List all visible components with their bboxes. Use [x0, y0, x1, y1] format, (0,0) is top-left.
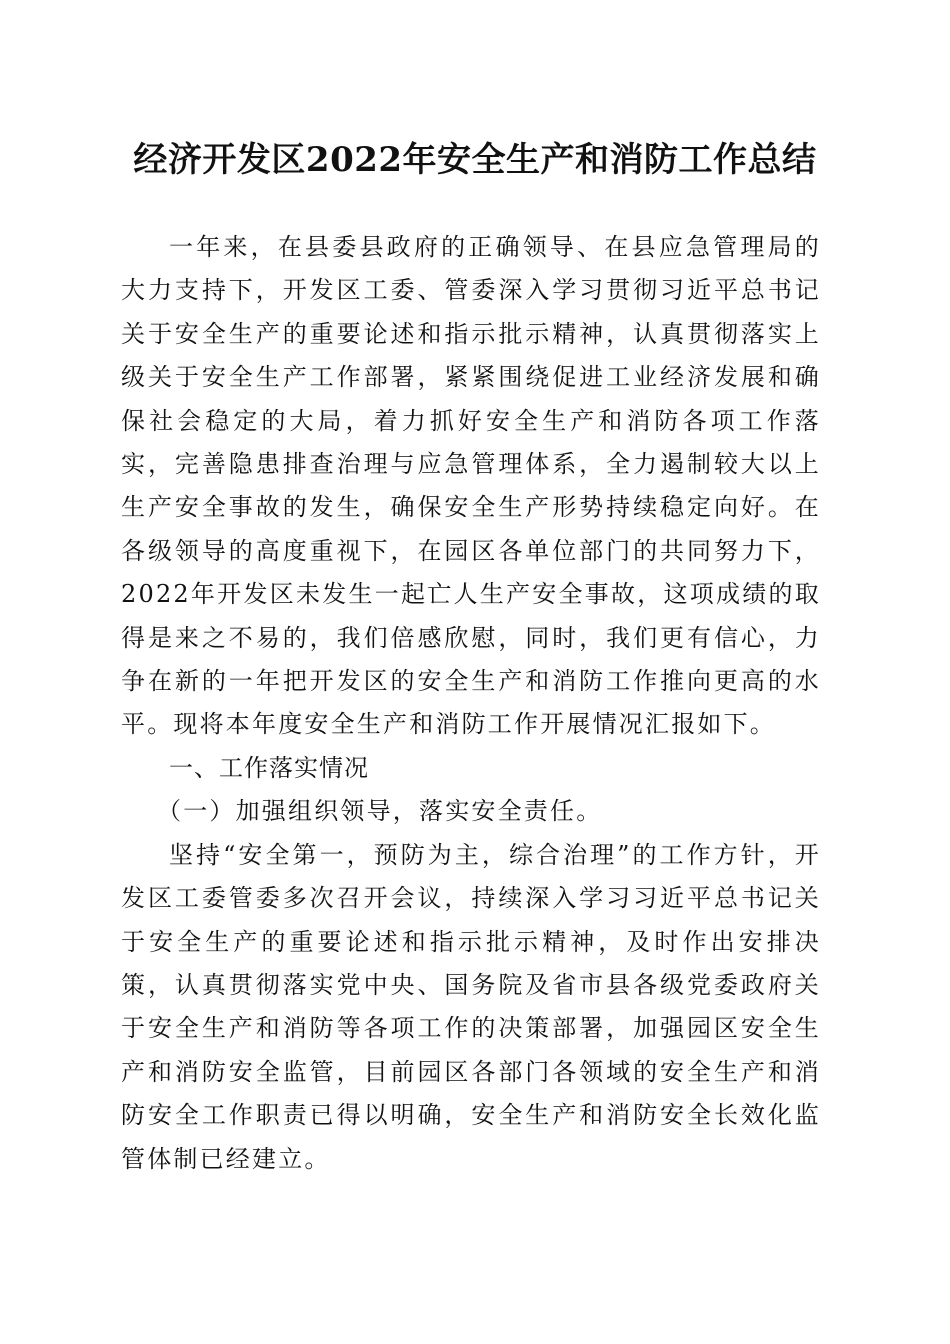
intro-paragraph: 一年来，在县委县政府的正确领导、在县应急管理局的大力支持下，开发区工委、管委深入学习贯彻习近平总书记关于安全生产的重要论述和指示批示精神，认真贯彻落实上级关于安全生产工作部署，紧紧围绕促进工业经济发展和确保社会稳定的大局，着力抓好安全生产和消防各项工作落实，完善隐患排查治理与应急管理体系，全力遏制较大以上生产安全事故的发生，确保安全生产形势持续稳定向好。在各级领导的高度重视下，在园区各单位部门的共同努力下，2022年开发区未发生一起亡人生产安全事故，这项成绩的取得是来之不易的，我们倍感欣慰，同时，我们更有信心，力争在新的一年把开发区的安全生产和消防工作推向更高的水平。现将本年度安全生产和消防工作开展情况汇报如下。	[121, 233, 821, 739]
document-body	[121, 226, 821, 1181]
body-paragraph: 坚持“安全第一，预防为主，综合治理”的工作方针，开发区工委管委多次召开会议，持续深入学习习近平总书记关于安全生产的重要论述和指示批示精神，及时作出安排决策，认真贯彻落实党中央、国务院及省市县各级党委政府关于安全生产和消防等各项工作的决策部署，加强园区安全生产和消防安全监管，目前园区各部门各领域的安全生产和消防安全工作职责已得以明确，安全生产和消防安全长效化监管体制已经建立。	[121, 840, 821, 1173]
section-heading: 一、工作落实情况	[169, 753, 369, 782]
document-title: 经济开发区2022年安全生产和消防工作总结	[133, 140, 817, 180]
subsection-heading: （一）加强组织领导，落实安全责任。	[157, 797, 603, 826]
